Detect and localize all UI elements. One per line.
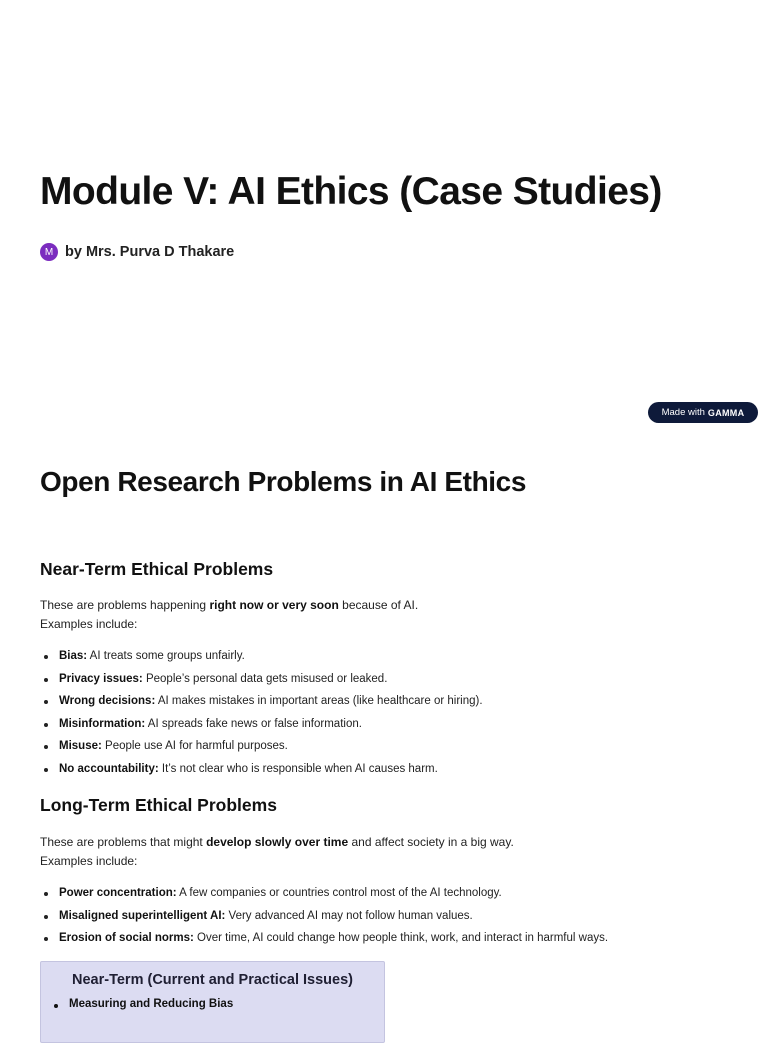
item-term: Power concentration: <box>59 887 177 899</box>
item-desc: Over time, AI could change how people think, work, and interact in harmful ways. <box>193 932 609 945</box>
card-list-item: Measuring and Reducing Bias <box>69 998 234 1010</box>
list-item <box>40 645 483 668</box>
content-slide <box>0 432 768 1024</box>
long-term-intro-bold: develop slowly over time <box>206 835 349 849</box>
author-name: by Mrs. Purva D Thakare <box>65 244 235 260</box>
item-desc: AI spreads fake news or false information. <box>145 717 362 730</box>
long-term-list <box>40 882 608 950</box>
item-term: Misuse: <box>59 740 102 753</box>
made-with-gamma-badge[interactable] <box>648 402 758 423</box>
near-term-list <box>40 645 483 781</box>
badge-prefix: Made with <box>661 407 705 418</box>
title-slide <box>0 0 768 432</box>
list-item <box>40 735 483 758</box>
list-item <box>40 905 608 928</box>
gamma-logo: GAMMA <box>707 407 745 418</box>
item-term: Wrong decisions: <box>59 695 156 708</box>
section-title: Open Research Problems in AI Ethics <box>40 466 527 497</box>
item-desc: AI makes mistakes in important areas (like healthcare or hiring). <box>155 695 483 708</box>
long-term-intro <box>40 833 514 871</box>
list-item <box>40 713 483 736</box>
long-term-intro-pre: These are problems that might <box>40 835 207 849</box>
list-item <box>40 690 483 713</box>
item-term: Misaligned superintelligent AI: <box>59 909 226 922</box>
item-term: Bias: <box>59 650 88 662</box>
item-term: Privacy issues: <box>59 672 143 685</box>
item-desc: People’s personal data gets misused or leaked. <box>142 672 388 685</box>
item-desc: Very advanced AI may not follow human values. <box>225 909 473 922</box>
avatar: M <box>40 243 58 261</box>
list-item <box>40 758 483 781</box>
item-term: Erosion of social norms: <box>59 932 194 945</box>
near-term-intro-post: because of AI. <box>338 598 419 612</box>
item-term: Misinformation: <box>59 717 146 730</box>
list-item <box>40 882 608 905</box>
long-term-intro-line2: Examples include: <box>40 854 138 868</box>
near-term-heading: Near-Term Ethical Problems <box>40 559 274 579</box>
item-desc: AI treats some groups unfairly. <box>87 650 245 662</box>
item-desc: It’s not clear who is responsible when AI causes harm. <box>158 762 438 775</box>
item-desc: A few companies or countries control most of the AI technology. <box>176 887 502 899</box>
page-title: Module V: AI Ethics (Case Studies) <box>40 170 662 213</box>
near-term-card <box>40 961 385 1043</box>
list-item <box>40 927 608 950</box>
item-term: No accountability: <box>59 762 159 775</box>
long-term-heading: Long-Term Ethical Problems <box>40 795 277 815</box>
near-term-intro-bold: right now or very soon <box>209 598 339 612</box>
author-row <box>40 243 234 261</box>
near-term-intro <box>40 596 418 634</box>
long-term-intro-post: and affect society in a big way. <box>348 835 514 849</box>
item-desc: People use AI for harmful purposes. <box>101 740 288 753</box>
near-term-intro-line2: Examples include: <box>40 617 138 631</box>
list-item <box>40 668 483 691</box>
near-term-intro-pre: These are problems happening <box>40 598 210 612</box>
card-title: Near-Term (Current and Practical Issues) <box>72 972 353 988</box>
